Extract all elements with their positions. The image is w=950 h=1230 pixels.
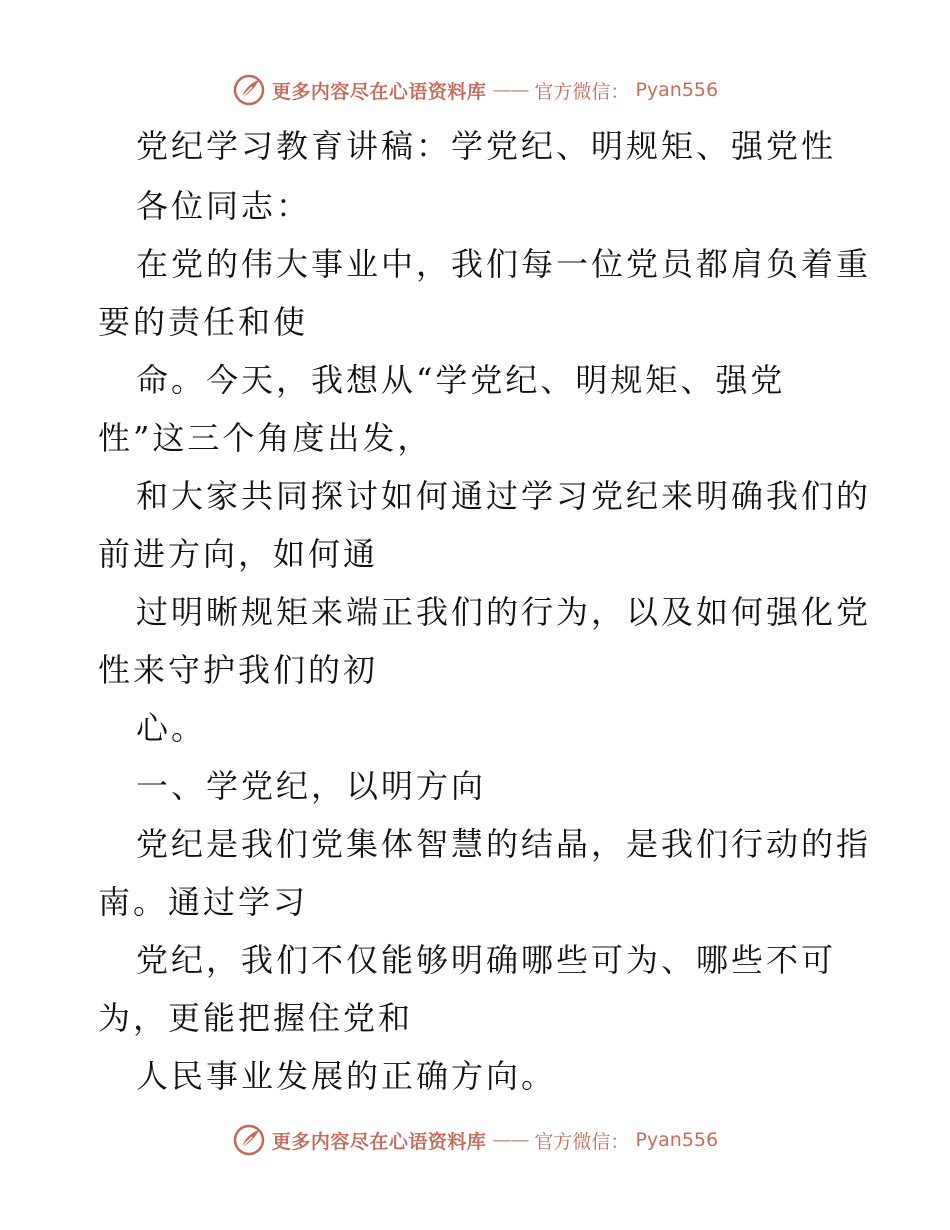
salutation: 各位同志： (136, 187, 312, 225)
paragraph-line: 过明晰规矩来端正我们的行为，以及如何强化党 (136, 593, 872, 631)
watermark-account-label: 官方微信： (534, 80, 630, 103)
header-watermark (0, 72, 950, 108)
watermark-account-handle: Pyan556 (635, 1129, 719, 1151)
paragraph-line: 党纪，我们不仅能够明确哪些可为、哪些不可 (136, 941, 837, 979)
paragraph-line: 党纪是我们党集体智慧的结晶，是我们行动的指 (136, 825, 872, 863)
paragraph-line: 为，更能把握住党和 (98, 999, 414, 1037)
paragraph-line: 前进方向，如何通 (98, 535, 379, 573)
paragraph-line: 在党的伟大事业中，我们每一位党员都肩负着重 (136, 245, 872, 283)
paragraph-line: 性来守护我们的初 (98, 651, 379, 689)
watermark-account-label: 官方微信： (534, 1130, 630, 1153)
watermark-account-handle: Pyan556 (635, 79, 719, 101)
watermark-separator: —— (492, 1129, 529, 1151)
watermark-slogan: 更多内容尽在心语资料库 (271, 1130, 487, 1153)
paragraph-line: 和大家共同探讨如何通过学习党纪来明确我们的 (136, 477, 872, 515)
paragraph-line: 性”这三个角度出发， (98, 419, 433, 457)
paragraph-line: 要的责任和使 (98, 303, 309, 341)
feather-pen-logo-icon (232, 73, 266, 107)
watermark-slogan: 更多内容尽在心语资料库 (271, 80, 487, 103)
paragraph-line: 心。 (136, 709, 207, 747)
paragraph-line: 人民事业发展的正确方向。 (136, 1057, 557, 1095)
paragraph-line: 南。通过学习 (98, 883, 309, 921)
section-heading: 一、学党纪，以明方向 (136, 767, 487, 805)
feather-pen-logo-icon (232, 1123, 266, 1157)
footer-watermark (0, 1122, 950, 1158)
watermark-separator: —— (492, 79, 529, 101)
paragraph-line: 命。今天，我想从“学党纪、明规矩、强党 (136, 361, 786, 399)
document-title: 党纪学习教育讲稿：学党纪、明规矩、强党性 (136, 127, 837, 165)
